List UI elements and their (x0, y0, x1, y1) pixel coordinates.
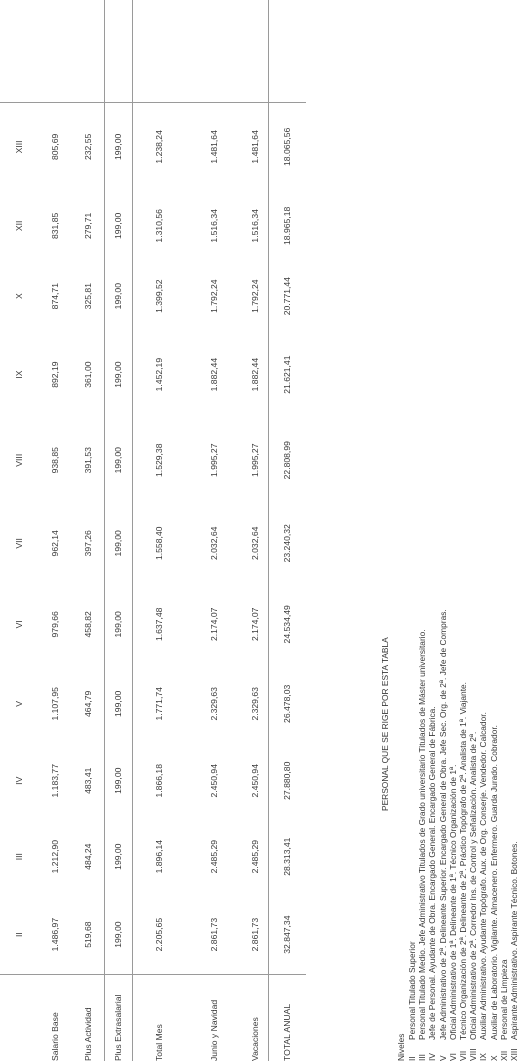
cell-value: 20.771,44 (282, 277, 293, 316)
level-code: II (407, 1056, 417, 1061)
list-item (509, 609, 519, 1061)
row-plus-extrasalarial (104, 0, 132, 1061)
cell-value: 1.882,44 (242, 331, 268, 418)
level-description: Jefe de Personal. Ayudante de Obra. Encargado General. Encargado General de Fábrica. (427, 706, 438, 1040)
cell-value: 1.238,24 (154, 130, 165, 164)
list-item (407, 609, 417, 1061)
level-header-X: X (14, 293, 24, 300)
cell-value: 2.861,73 (209, 917, 219, 952)
row-label: Plus Actividad (82, 1007, 93, 1061)
cell-value: 1.637,48 (154, 607, 165, 642)
cell-value: 199,00 (104, 503, 132, 585)
level-description: Aspirante Administrativo. Aspirante Técnico. Botones. (508, 841, 519, 1040)
cell-value: 1.516,34 (242, 191, 268, 261)
niveles-header: Niveles (396, 1033, 406, 1061)
level-code: IV (427, 1053, 438, 1061)
cell-value: 199,00 (104, 191, 132, 261)
level-description: Oficial Administrativo de 2ª. Corredor Ins. de Control y Señalización. Analista de 2ª. (468, 731, 479, 1040)
cell-value: 2.174,07 (209, 607, 219, 642)
list-item (427, 609, 437, 1061)
cell-value: 2.485,29 (242, 818, 268, 894)
level-code: III (417, 1054, 428, 1061)
list-item (478, 609, 488, 1061)
cell-value: 18.965,18 (282, 206, 293, 245)
level-description: Personal de Limpieza (498, 959, 509, 1040)
cell-value: 199,00 (104, 665, 132, 743)
cell-value: 1.866,18 (154, 764, 165, 798)
list-item (417, 609, 427, 1061)
cell-value: 28.313,41 (282, 837, 293, 876)
level-code: X (488, 1055, 499, 1061)
cell-value: 1.558,40 (154, 526, 165, 561)
cell-value: 464,79 (82, 690, 93, 717)
row-label: Plus Extrasalarial (104, 975, 132, 1061)
level-header-IX: IX (14, 370, 24, 379)
cell-value: 23.240,32 (282, 524, 293, 563)
cell-value: 24.534,49 (282, 605, 293, 644)
row-junio-y-navidad (186, 0, 242, 1061)
cell-value: 2.485,29 (209, 839, 219, 874)
cell-value: 199,00 (104, 895, 132, 974)
cell-value: 2.205,65 (154, 917, 165, 952)
cell-value: 938,85 (50, 447, 60, 474)
level-header-IV: IV (14, 776, 24, 785)
cell-value: 199,00 (104, 818, 132, 894)
cell-value: 874,71 (50, 283, 60, 310)
row-total-anual (268, 0, 306, 1061)
level-description: Oficial Administrativo de 1ª. Delineante de 1ª. Técnico Organización de 1ª. (447, 764, 458, 1040)
row-label: Junio y Navidad (209, 999, 219, 1061)
cell-value: 325,81 (82, 283, 93, 310)
cell-value: 458,82 (82, 611, 93, 638)
level-code: VIII (468, 1048, 479, 1061)
cell-value: 199,00 (104, 743, 132, 818)
cell-value: 831,85 (50, 212, 60, 239)
row-total-mes (132, 0, 186, 1061)
cell-value: 279,71 (82, 212, 93, 239)
cell-value: 199,00 (104, 584, 132, 665)
cell-value: 1.486,97 (50, 917, 60, 952)
cell-value: 2.174,07 (242, 584, 268, 665)
level-description: Personal Titulado Superior (407, 941, 417, 1040)
level-code: XII (498, 1050, 509, 1061)
cell-value: 1.771,74 (154, 687, 165, 721)
section-title: PERSONAL QUE SE RIGE POR ESTA TABLA (380, 637, 390, 811)
personnel-notes (380, 0, 519, 1061)
cell-value: 1.212,90 (50, 839, 60, 874)
cell-value: 199,00 (104, 331, 132, 418)
cell-value: 1.183,77 (50, 764, 60, 798)
level-header-II: II (14, 932, 24, 938)
cell-value: 1.792,24 (209, 279, 219, 313)
cell-value: 2.450,94 (209, 764, 219, 798)
cell-value: 199,00 (104, 418, 132, 503)
level-description: Jefe Administrativo de 2ª. Delineante Superior. Encargado General de Obra. Jefe Sec. Org. de 2ª. Jefe de Compras. (437, 609, 448, 1040)
cell-value: 1.896,14 (154, 839, 165, 874)
cell-value: 1.529,38 (154, 443, 165, 477)
level-header-VIII: VIII (14, 453, 24, 467)
level-description: Auxiliar Administrativo. Ayudante Topógrafo. Aux. de Org. Conserje. Vendedor. Calcador. (478, 712, 489, 1040)
cell-value: 1.516,34 (209, 209, 219, 243)
cell-value: 199,00 (104, 261, 132, 331)
cell-value: 361,00 (82, 361, 93, 388)
level-code: VI (447, 1053, 458, 1061)
cell-value: 2.032,64 (242, 503, 268, 585)
level-header-XIII: XIII (14, 140, 24, 154)
cell-value: 1.310,56 (154, 209, 165, 243)
cell-value: 21.621,41 (282, 355, 293, 394)
cell-value: 1.481,64 (242, 103, 268, 191)
level-header-row (0, 0, 38, 1061)
levels-list (407, 609, 519, 1061)
cell-value: 199,00 (104, 103, 132, 191)
list-item (468, 609, 478, 1061)
cell-value: 979,66 (50, 611, 60, 638)
level-header-VII: VII (14, 538, 24, 549)
cell-value: 892,19 (50, 361, 60, 388)
cell-value: 2.032,64 (209, 526, 219, 561)
row-plus-actividad (72, 0, 104, 1061)
cell-value: 1.481,64 (209, 130, 219, 164)
row-label: Salario Base (50, 1012, 60, 1061)
row-vacaciones (242, 0, 268, 1061)
list-item (458, 609, 468, 1061)
cell-value: 1.399,52 (154, 279, 165, 313)
cell-value: 2.450,94 (242, 743, 268, 818)
cell-value: 962,14 (50, 530, 60, 557)
level-header-III: III (14, 853, 24, 861)
level-description: Personal Titulado Medio. Jefe Administrativo Titulados de Grado universitario Titulados de Máster universitario. (417, 629, 428, 1040)
cell-value: 2.329,63 (209, 687, 219, 721)
cell-value: 232,55 (82, 133, 93, 161)
list-item (448, 609, 458, 1061)
level-description: Técnico Organización de 2ª. Delineante de 2ª. Práctico Topógrafo de 2ª. Analista de 1ª. Viajante. (457, 681, 468, 1040)
cell-value: 22.808,99 (282, 441, 293, 480)
cell-value: 27.880,80 (282, 761, 293, 800)
level-header-VI: VI (14, 620, 24, 629)
level-code: V (437, 1055, 448, 1061)
row-label: TOTAL ANUAL (282, 1003, 293, 1061)
cell-value: 2.329,63 (242, 665, 268, 743)
cell-value: 1.995,27 (242, 418, 268, 503)
level-header-XII: XII (14, 220, 24, 232)
list-item (489, 609, 499, 1061)
list-item (499, 609, 509, 1061)
cell-value: 391,53 (82, 447, 93, 474)
level-description: Auxiliar de Laboratorio. Vigilante. Almacenero. Enfermero. Guarda Jurado. Cobrador. (488, 724, 499, 1040)
cell-value: 519,68 (82, 921, 93, 948)
cell-value: 18.065,56 (282, 127, 293, 166)
cell-value: 483,41 (82, 767, 93, 794)
cell-value: 1.995,27 (209, 443, 219, 477)
cell-value: 805,69 (50, 133, 60, 161)
cell-value: 32.847,34 (282, 915, 293, 954)
level-code: VII (457, 1050, 468, 1061)
row-label: Vacaciones (242, 975, 268, 1061)
cell-value: 26.478,03 (282, 684, 293, 723)
cell-value: 1.792,24 (242, 261, 268, 331)
level-code: IX (478, 1053, 489, 1061)
list-item (438, 609, 448, 1061)
cell-value: 2.861,73 (242, 895, 268, 974)
cell-value: 397,26 (82, 530, 93, 557)
cell-value: 1.452,19 (154, 357, 165, 392)
level-code: XIII (508, 1048, 519, 1061)
cell-value: 1.882,44 (209, 357, 219, 392)
cell-value: 1.107,95 (50, 687, 60, 721)
cell-value: 484,24 (82, 843, 93, 870)
row-label: Total Mes (154, 1024, 165, 1061)
level-header-V: V (14, 700, 24, 707)
row-salario-base (38, 0, 72, 1061)
